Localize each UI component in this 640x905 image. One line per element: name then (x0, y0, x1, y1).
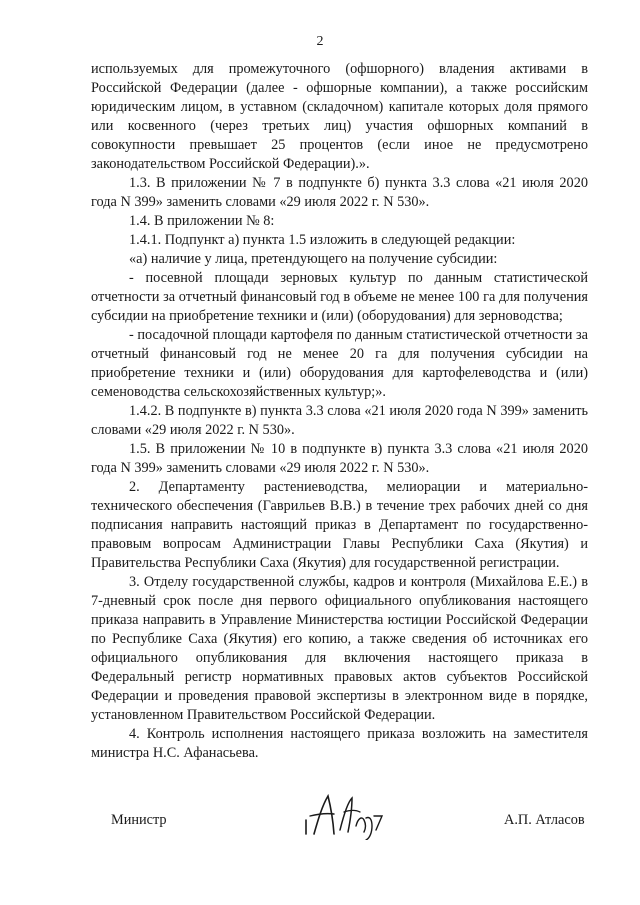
paragraph-subitem-a: «а) наличие у лица, претендующего на получение субсидии: (129, 251, 498, 267)
paragraph-4: 4. Контроль исполнения настоящего приказа возложить на заместителя министра Н.С. Афанасьева. (91, 726, 588, 761)
paragraph-1-4-2: 1.4.2. В подпункте в) пункта 3.3 слова «21 июля 2020 года N 399» заменить словами «29 июля 2022 г. N 530». (91, 403, 588, 438)
paragraph-potato-area: - посадочной площади картофеля по данным статистической отчетности за отчетный финансовый год не менее 20 га для получения субсидии на приобретение техники и (или) оборудования для картофелеводства и (или) семеноводства сельскохозяйственных культур;». (91, 327, 588, 400)
page-number: 2 (316, 34, 324, 49)
paragraph-1-4-1: 1.4.1. Подпункт а) пункта 1.5 изложить в следующей редакции: (129, 232, 516, 248)
signatory-title: Министр (111, 812, 167, 828)
handwritten-signature (300, 790, 390, 840)
document-body (91, 60, 588, 763)
paragraph-1-4: 1.4. В приложении № 8: (129, 213, 275, 229)
paragraph-grain-area: - посевной площади зерновых культур по данным статистической отчетности за отчетный финансовый год в объеме не менее 100 га для получения субсидии на приобретение техники и (или) (оборудования) для зерноводства; (91, 270, 588, 324)
signature-block (0, 790, 640, 850)
paragraph-1-3: 1.3. В приложении № 7 в подпункте б) пункта 3.3 слова «21 июля 2020 года N 399» заменить словами «29 июля 2022 г. N 530». (91, 175, 588, 210)
paragraph-continuation: используемых для промежуточного (офшорного) владения активами в Российской Федерации (далее - офшорные компании), а также российским юридическим лицом, в уставном (складочном) капитале которых доля прямого или косвенного (через третьих лиц) участия офшорных компаний в совокупности превышает 25 процентов (если иное не предусмотрено законодательством Российской Федерации).». (91, 61, 588, 172)
paragraph-2: 2. Департаменту растениеводства, мелиорации и материально-технического обеспечения (Гаврильев В.В.) в течение трех рабочих дней со дня подписания направить настоящий приказ в Департамент по государственно-правовым вопросам Администрации Главы Республики Саха (Якутия) и Правительства Республики Саха (Якутия) для государственной регистрации. (91, 479, 588, 571)
paragraph-1-5: 1.5. В приложении № 10 в подпункте в) пункта 3.3 слова «21 июля 2020 года N 399» заменить словами «29 июля 2022 г. N 530». (91, 441, 588, 476)
paragraph-3: 3. Отделу государственной службы, кадров и контроля (Михайлова Е.Е.) в 7-дневный срок после дня первого официального опубликования настоящего приказа направить в Управление Министерства юстиции Российской Федерации по Республике Саха (Якутия) его копию, а также сведения об источниках его официального опубликования для включения настоящего приказа в Федеральный регистр нормативных правовых актов субъектов Российской Федерации и проведения правовой экспертизы в электронном виде в порядке, установленном Правительством Российской Федерации. (91, 574, 588, 723)
signatory-name: А.П. Атласов (504, 812, 585, 828)
